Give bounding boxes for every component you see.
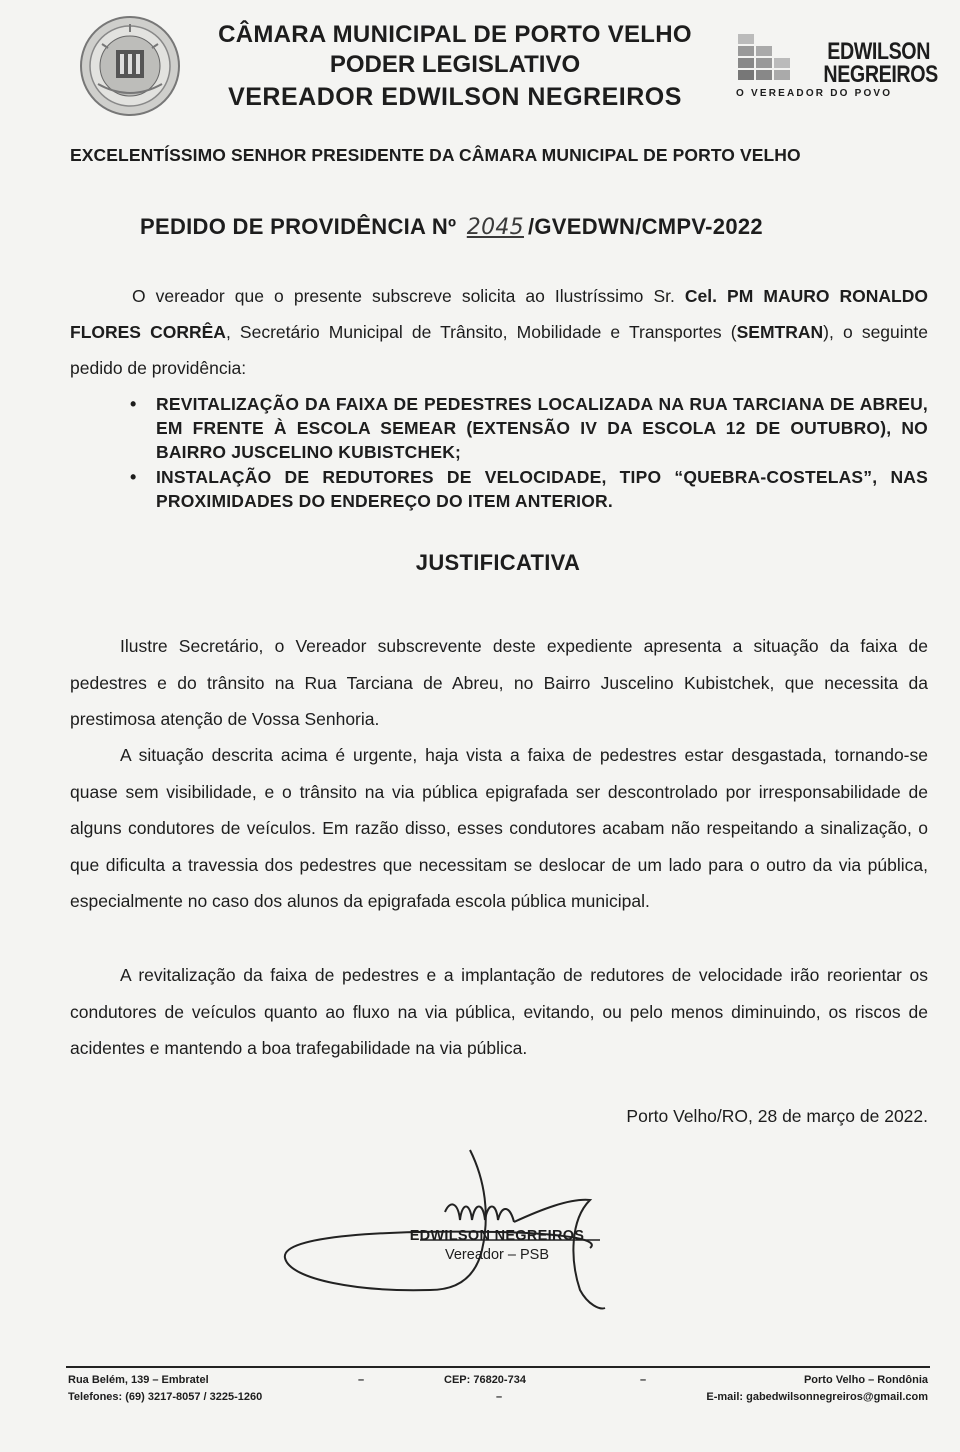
footer-divider [66,1366,930,1368]
brand-logo [734,32,938,108]
organization: SEMTRAN [736,322,824,342]
brand-name: EDWILSON NEGREIROS [823,38,938,88]
signer-role: Vereador – PSB [445,1247,549,1263]
footer-phones: Telefones: (69) 3217-8057 / 3225-1260 [68,1391,263,1403]
request-title-prefix: PEDIDO DE PROVIDÊNCIA Nº [140,214,457,239]
footer-address: Rua Belém, 139 – Embratel [68,1374,209,1386]
footer-separator: – [640,1374,647,1386]
request-list [130,392,928,514]
footer-city: Porto Velho – Rondônia [803,1374,928,1386]
justification-paragraph: A situação descrita acima é urgente, haja vista a faixa de pedestres estar desgastada, tornando-se quase sem visibilidade, e o trânsito na via pública epigrafada ser descontrolado por irresponsabilidade de alguns condutores de veículos. Em razão disso, esses condutores acabam não respeitando a sinalização, o que dificulta a travessia dos pedestres que necessitam se deslocar de um lado para o outro da via pública, especialmente no caso dos alunos da epigrafada escola pública municipal. [70,745,928,911]
chamber-name: CÂMARA MUNICIPAL DE PORTO VELHO [218,21,692,48]
legislative-power: PODER LEGISLATIVO [329,51,581,78]
footer-email: E-mail: gabedwilsonnegreiros@gmail.com [706,1391,928,1403]
footer-location [706,1372,928,1406]
secretary-name: Cel. PM MAURO RONALDO FLORES CORRÊA [70,286,928,342]
justification-paragraph: Ilustre Secretário, o Vereador subscrevente deste expediente apresenta a situação da faixa de pedestres e do trânsito na Rua Tarciana de Abreu, no Bairro Juscelino Kubistchek, que necessita da prestimosa atenção de Vossa Senhoria. [70,636,928,729]
request-title-suffix: /GVEDWN/CMPV-2022 [527,214,763,239]
request-number: 2045 [466,215,524,240]
municipal-seal-icon [78,14,182,118]
date-line: Porto Velho/RO, 28 de março de 2022. [626,1106,928,1126]
justification-paragraph: A revitalização da faixa de pedestres e a implantação de redutores de velocidade irão reorientar os condutores de veículos quanto ao fluxo na via pública, evitando, ou pelo menos diminuindo, os riscos de acidentes e mantendo a boa trafegabilidade na via pública. [70,965,928,1058]
signer-block [392,1228,602,1263]
letterhead [190,20,720,114]
footer-cep: CEP: 76820-734 [444,1374,526,1386]
footer-separator: – [358,1374,365,1386]
brand-tagline: O VEREADOR DO POVO [736,88,893,99]
brand-squares-icon [738,32,798,88]
request-title [140,214,763,240]
justification-heading: JUSTIFICATIVA [415,550,581,575]
signer-name: EDWILSON NEGREIROS [409,1228,585,1244]
intro-paragraph: O vereador que o presente subscreve solicita ao Ilustríssimo Sr. Cel. PM MAURO RONALDO FLORES CORRÊA, Secretário Municipal de Trânsito, Mobilidade e Transportes (SEMTRAN), o seguinte pedido de providência: [70,286,928,378]
footer-separator: – [496,1391,503,1403]
handwritten-signature [270,1140,660,1310]
list-item: • REVITALIZAÇÃO DA FAIXA DE PEDESTRES LOCALIZADA NA RUA TARCIANA DE ABREU, EM FRENTE À ESCOLA SEMEAR (EXTENSÃO IV DA ESCOLA 12 DE OUTUBRO), NO BAIRRO JUSCELINO KUBISTCHEK; [130,392,928,464]
councilor-title: VEREADOR EDWILSON NEGREIROS [228,83,682,111]
list-item: • INSTALAÇÃO DE REDUTORES DE VELOCIDADE, TIPO “QUEBRA-COSTELAS”, NAS PROXIMIDADES DO ENDEREÇO DO ITEM ANTERIOR. [130,465,928,513]
addressee: EXCELENTÍSSIMO SENHOR PRESIDENTE DA CÂMARA MUNICIPAL DE PORTO VELHO [70,145,801,165]
footer-contact [68,1372,262,1406]
